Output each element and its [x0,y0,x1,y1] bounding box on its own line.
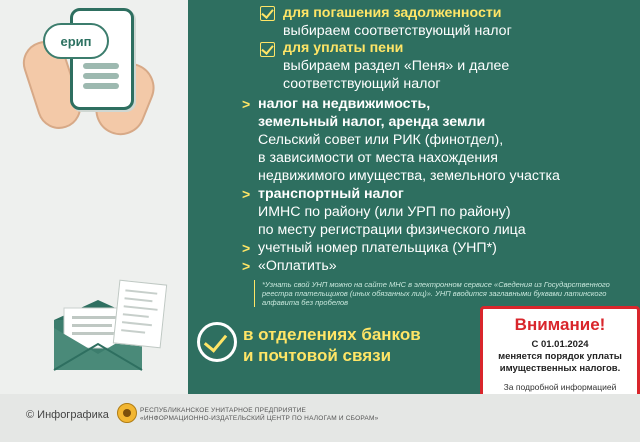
illustration-panel [0,0,188,394]
attention-main [483,339,637,375]
transport-tax-text-2: по месту регистрации физического лица [258,222,526,238]
penalty-text-1: выбираем раздел «Пеня» и далее [283,58,510,74]
debt-text: выбираем соответствующий налог [283,23,512,39]
checkbox-icon [260,42,275,57]
bank-heading [243,324,421,366]
footnote: *Узнать свой УНП можно на сайте МНС в электронном сервисе «Сведения из Государственного реестра плательщиков (иных обязанных лиц)». УНП вводится заглавными буквами латинского алфавита без пробелов [262,280,610,307]
chevron-right-icon: > [242,258,251,274]
erip-badge [43,23,109,59]
property-tax-text-3: недвижимого имущества, земельного участка [258,168,560,184]
checkbox-icon [260,6,275,21]
bank-line-1: в отделениях банков [243,325,421,344]
debt-title: для погашения задолженности [283,5,502,21]
chevron-right-icon: > [242,96,251,112]
unp-text: учетный номер плательщика (УНП*) [258,240,497,256]
credit-text: © Инфографика [26,409,109,421]
phone-line [83,63,119,69]
phone-line [83,83,119,89]
penalty-text-2: соответствующий налог [283,76,441,92]
check-circle-icon [197,322,237,362]
attention-main-line: меняется порядок уплаты [498,351,622,362]
property-tax-title-2: земельный налог, аренда земли [258,114,486,130]
attention-sub-line: За подробной информацией [503,382,617,392]
property-tax-text-2: в зависимости от места нахождения [258,150,498,166]
document-illustration [113,280,167,349]
org-logo-icon [117,403,137,423]
penalty-title: для уплаты пени [283,40,404,56]
attention-main-line: имущественных налогов. [499,363,621,374]
org-name-line-1: РЕСПУБЛИКАНСКОЕ УНИТАРНОЕ ПРЕДПРИЯТИЕ [140,407,307,414]
attention-title: Внимание! [514,315,606,334]
transport-tax-title: транспортный налог [258,186,404,202]
pay-text: «Оплатить» [258,258,337,274]
bank-line-2: и почтовой связи [243,346,392,365]
property-tax-title-1: налог на недвижимость, [258,96,431,112]
footnote-marker [254,280,255,307]
phone-illustration [60,8,134,110]
property-tax-text-1: Сельский совет или РИК (финотдел), [258,132,504,148]
chevron-right-icon: > [242,186,251,202]
attention-main-line: С 01.01.2024 [531,339,589,350]
org-name-line-2: «ИНФОРМАЦИОННО-ИЗДАТЕЛЬСКИЙ ЦЕНТР ПО НАЛОГАМ И СБОРАМ» [140,415,379,422]
transport-tax-text-1: ИМНС по району (или УРП по району) [258,204,511,220]
erip-label: ерип [60,33,92,49]
chevron-right-icon: > [242,240,251,256]
phone-line [83,73,119,79]
